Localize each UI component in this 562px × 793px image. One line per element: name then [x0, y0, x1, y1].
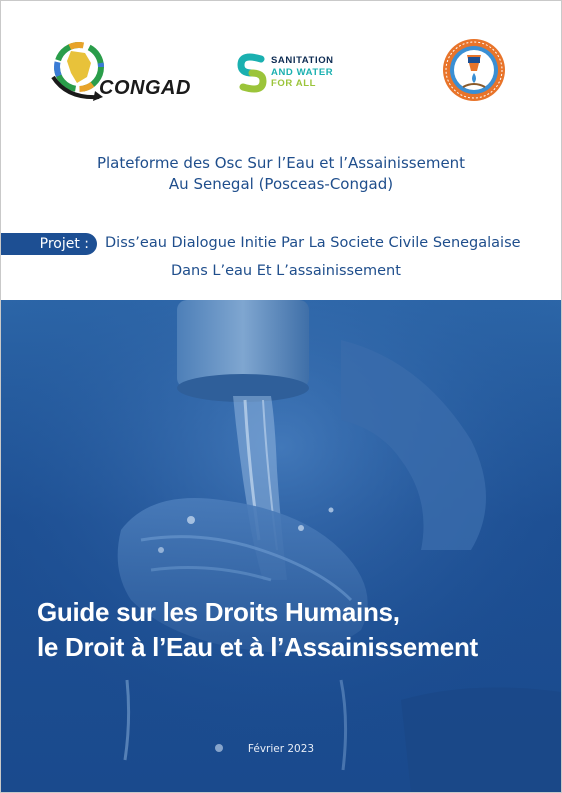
swa-line-3: FOR ALL: [271, 78, 317, 89]
congad-wordmark: CONGAD: [99, 77, 191, 99]
posceas-logo: [441, 37, 507, 103]
project-title-line-2: Dans L’eau Et L’assainissement: [171, 263, 401, 279]
platform-line-1: Plateforme des Osc Sur l’Eau et l’Assainissement: [96, 154, 466, 172]
cover-photo: [1, 300, 561, 792]
swa-line-1: SANITATION: [271, 55, 334, 66]
document-title: [37, 595, 537, 665]
project-label-tag: Projet :: [1, 233, 97, 255]
posceas-seal-icon: [441, 37, 507, 103]
platform-line-2: Au Senegal (Posceas-Congad): [168, 175, 394, 193]
swa-wordmark: [271, 55, 361, 90]
publication-date: Février 2023: [247, 743, 315, 755]
hands-water-illustration: [1, 300, 561, 792]
logo-row: [1, 37, 561, 117]
title-line-1: Guide sur les Droits Humains,: [37, 597, 400, 627]
platform-name: [1, 153, 561, 195]
congad-logo: [47, 37, 191, 107]
swa-s-icon: [235, 51, 269, 95]
project-title-line-1: Diss’eau Dialogue Initie Par La Societe Civile Senegalaise: [105, 235, 521, 251]
title-line-2: le Droit à l’Eau et à l’Assainissement: [37, 632, 478, 662]
swa-line-2: AND WATER: [271, 66, 334, 78]
swa-logo: [235, 51, 355, 101]
